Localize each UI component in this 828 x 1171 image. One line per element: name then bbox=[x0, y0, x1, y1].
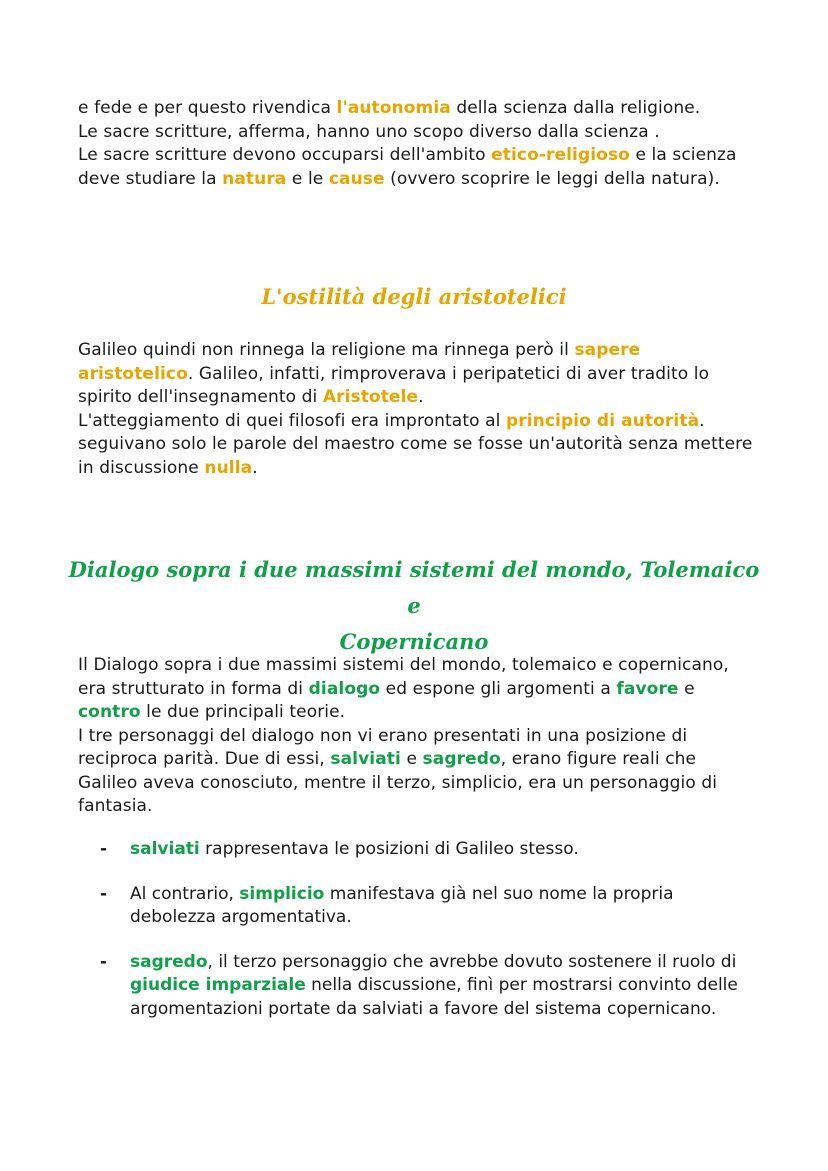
highlight-favore: favore bbox=[616, 678, 679, 699]
highlight-autonomia: l'autonomia bbox=[336, 98, 451, 118]
para-dialogo-structure: Il Dialogo sopra i due massimi sistemi del mondo, tolemaico e copernicano, era strutturato in forma di dialogo ed espone gli argomenti a favore e contro le due principali teorie. bbox=[78, 655, 729, 722]
highlight-natura: natura bbox=[222, 168, 287, 189]
highlight-sagredo-bullet: sagredo bbox=[130, 951, 208, 972]
dash-bullet: - bbox=[100, 883, 108, 904]
heading-dialogo bbox=[60, 552, 768, 660]
highlight-aristotele: Aristotele bbox=[322, 387, 419, 407]
para-scripture-purpose: Le sacre scritture, afferma, hanno uno scopo diverso dalla scienza . bbox=[78, 121, 660, 142]
heading-dialogo-line1: Dialogo sopra i due massimi sistemi del mondo, Tolemaico e bbox=[68, 557, 760, 618]
character-list bbox=[100, 838, 760, 1042]
para-scripture-ethics: Le sacre scritture devono occuparsi dell'ambito etico-religioso e la scienza deve studiare la natura e le cause (ovvero scoprire le leggi della natura). bbox=[78, 145, 737, 189]
para-autonomy: e fede e per questo rivendica l'autonomia della scienza dalla religione. bbox=[78, 98, 701, 118]
para-principio-autorita: L'atteggiamento di quei filosofi era improntato al principio di autorità. seguivano solo le parole del maestro come se fosse un'autorità senza mettere in discussione nulla. bbox=[78, 410, 753, 478]
list-item: - Al contrario, simplicio manifestava già nel suo nome la propria debolezza argomentativa. bbox=[100, 883, 674, 927]
highlight-salviati: salviati bbox=[330, 749, 401, 769]
dash-bullet: - bbox=[100, 951, 108, 972]
highlight-principio-autorita: principio di autorità bbox=[505, 410, 700, 431]
para-personaggi: I tre personaggi del dialogo non vi erano presentati in una posizione di reciproca parità. Due di essi, salviati e sagredo, erano figure reali che Galileo aveva conosciuto, mentre il terzo, simplicio, era un personaggio di fantasia. bbox=[78, 725, 718, 816]
highlight-cause: cause bbox=[328, 168, 385, 189]
highlight-etico-religioso: etico-religioso bbox=[491, 145, 630, 165]
para-sapere-aristotelico: Galileo quindi non rinnega la religione ma rinnega però il sapere aristotelico. Galileo, infatti, rimproverava i peripatetici di aver tradito lo spirito dell'insegnamento di Aristotele. bbox=[78, 340, 710, 407]
paragraph-faith-science bbox=[78, 97, 758, 191]
highlight-sagredo: sagredo bbox=[422, 749, 501, 769]
heading-aristotelici: L'ostilità degli aristotelici bbox=[261, 284, 567, 309]
heading-dialogo-line2: Copernicano bbox=[339, 629, 489, 654]
paragraph-aristotelici bbox=[78, 339, 758, 480]
list-item: - sagredo, il terzo personaggio che avrebbe dovuto sostenere il ruolo di giudice imparziale nella discussione, finì per mostrarsi convinto delle argomentazioni portate da salviati a favore del sistema copernicano. bbox=[100, 951, 738, 1019]
highlight-simplicio: simplicio bbox=[239, 883, 325, 904]
dash-bullet: - bbox=[100, 839, 108, 859]
paragraph-dialogo bbox=[78, 654, 758, 819]
highlight-salviati-bullet: salviati bbox=[130, 839, 200, 859]
highlight-giudice-imparziale: giudice imparziale bbox=[130, 975, 306, 995]
highlight-dialogo: dialogo bbox=[308, 678, 381, 699]
highlight-contro: contro bbox=[78, 702, 141, 722]
list-item: - salviati rappresentava le posizioni di Galileo stesso. bbox=[100, 838, 760, 862]
highlight-nulla: nulla bbox=[204, 457, 253, 478]
highlight-sapere-aristotelico: sapere aristotelico bbox=[78, 340, 641, 384]
